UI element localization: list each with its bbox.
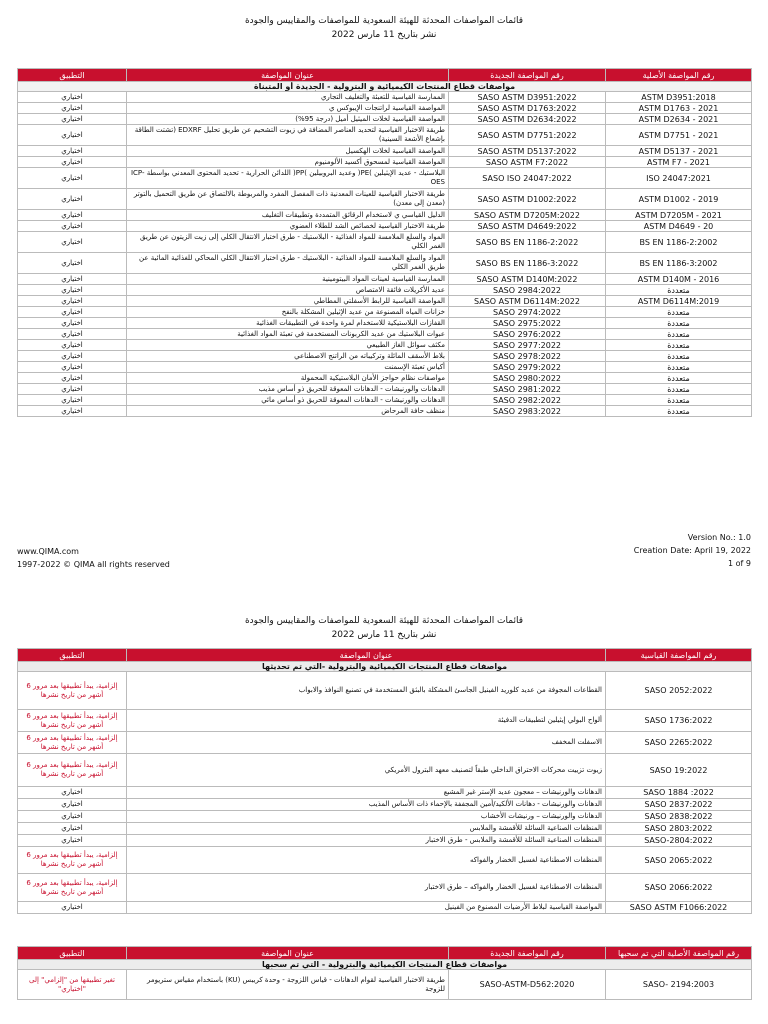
application-cell: اختياري <box>18 232 127 253</box>
application-cell: اختياري <box>18 823 127 835</box>
title-cell: المواصفة القياسية لخلات الهكسيل <box>127 146 449 157</box>
application-cell: اختياري <box>18 835 127 847</box>
standard-number-cell: SASO 2838:2022 <box>606 811 752 823</box>
title-cell: المواصفة القياسية للرابط الأسفلتي المطاطي <box>127 296 449 307</box>
new-number-cell: SASO BS EN 1186-2:2022 <box>449 232 606 253</box>
new-number-cell: SASO 2974:2022 <box>449 307 606 318</box>
table-row <box>18 672 752 710</box>
page-subtitle: نشر بتاريخ 11 مارس 2022 <box>331 30 437 40</box>
table-row <box>18 92 752 103</box>
title-cell: عبوات البلاستيك من عديد الكربونات المستخدمة في تعبئة المواد الغذائية <box>127 329 449 340</box>
table-row <box>18 732 752 754</box>
application-cell: اختياري <box>18 168 127 189</box>
application-cell: اختياري <box>18 125 127 146</box>
page-subtitle-2: نشر بتاريخ 11 مارس 2022 <box>331 630 437 640</box>
application-cell: اختياري <box>18 103 127 114</box>
original-number-cell: متعددة <box>606 340 752 351</box>
standard-number-cell: SASO-2804:2022 <box>606 835 752 847</box>
table-row <box>18 274 752 285</box>
table-row <box>18 710 752 732</box>
table-row <box>18 835 752 847</box>
table-row <box>18 125 752 146</box>
new-number-cell: SASO BS EN 1186-3:2022 <box>449 253 606 274</box>
standard-number-cell: SASO ASTM F1066:2022 <box>606 902 752 914</box>
title-cell: مواصفات نظام حواجز الأمان البلاستيكية المحمولة <box>127 373 449 384</box>
application-cell: اختياري <box>18 799 127 811</box>
header-title: عنوان المواصفة <box>127 649 606 662</box>
title-cell: المنظفات الاصطناعية لغسيل الخضار والفواكه <box>127 847 606 874</box>
title-cell: المواد والسلع الملامسة للمواد الغذائية - البلاستيك - طرق اختبار الانتقال الكلي المحاكي للغذائية المائية عن طريق الغمر الكلي <box>127 253 449 274</box>
header-new-number: رقم المواصفة الجديدة <box>449 947 606 960</box>
footer-page-number: 1 of 9 <box>728 559 751 568</box>
title-cell: أكياس تعبئة الإسمنت <box>127 362 449 373</box>
original-number-cell: ASTM F7 - 2021 <box>606 157 752 168</box>
withdrawn-standards-table <box>17 946 752 1000</box>
standard-number-cell: SASO 2265:2022 <box>606 732 752 754</box>
title-cell: الدهانات والورنيشات - الدهانات المعوقة للحريق ذو أساس مائي <box>127 395 449 406</box>
original-number-cell: متعددة <box>606 362 752 373</box>
title-cell: الدليل القياسي ي لاستخدام الرقائق المتمددة وتطبيقات التغليف <box>127 210 449 221</box>
table-row <box>18 103 752 114</box>
title-cell: طريقة الاختبار القياسية لخصائص الشد للطلاء العضوي <box>127 221 449 232</box>
withdrawn-number-cell: SASO- 2194:2003 <box>606 970 752 1000</box>
table-row <box>18 253 752 274</box>
table-row <box>18 351 752 362</box>
application-cell: اختياري <box>18 146 127 157</box>
new-number-cell: SASO ASTM D7205M:2022 <box>449 210 606 221</box>
new-number-cell: SASO 2978:2022 <box>449 351 606 362</box>
section-title: مواصفات قطاع المنتجات الكيميائية والبترولية - التي تم سحبها <box>18 960 752 970</box>
table-row <box>18 384 752 395</box>
application-cell: اختياري <box>18 406 127 417</box>
section-title: مواصفات قطاع المنتجات الكيميائية والبترولية -التي تم تحديثها <box>18 662 752 672</box>
original-number-cell: ASTM D5137 - 2021 <box>606 146 752 157</box>
application-cell: اختياري <box>18 92 127 103</box>
title-cell: الدهانات والورنيشات - دهانات الألكيد/أمين المجففة بالإحماء ذات الأساس المذيب <box>127 799 606 811</box>
new-number-cell: SASO ASTM D6114M:2022 <box>449 296 606 307</box>
title-cell: الدهانات والورنيشات – معجون عديد الإستر غير المشبع <box>127 787 606 799</box>
new-number-cell: SASO-ASTM-D562:2020 <box>449 970 606 1000</box>
new-number-cell: SASO ASTM D4649:2022 <box>449 221 606 232</box>
application-cell: اختياري <box>18 253 127 274</box>
title-cell: زيوت تزييت محركات الاحتراق الداخلي طبقاً لتصنيف معهد البترول الأمريكي <box>127 754 606 787</box>
standard-number-cell: SASO 2803:2022 <box>606 823 752 835</box>
footer-website[interactable]: www.QIMA.com <box>17 547 79 556</box>
application-cell: اختياري <box>18 114 127 125</box>
title-cell: المنظفات الصناعية السائلة للأقمشة والملابس - طرق الاختبار <box>127 835 606 847</box>
new-number-cell: SASO ASTM F7:2022 <box>449 157 606 168</box>
original-number-cell: ASTM D140M - 2016 <box>606 274 752 285</box>
table-row <box>18 307 752 318</box>
table-row <box>18 362 752 373</box>
header-new-number: رقم المواصفة الجديدة <box>449 69 606 82</box>
application-cell: اختياري <box>18 157 127 168</box>
new-number-cell: SASO 2982:2022 <box>449 395 606 406</box>
title-cell: القطاعات المجوفة من عديد كلوريد الفينيل الجاسئ المشكلة بالبثق المستخدمة في تصنيع النوافذ والابواب <box>127 672 606 710</box>
application-cell: اختياري <box>18 340 127 351</box>
application-cell: اختياري <box>18 329 127 340</box>
new-number-cell: SASO 2976:2022 <box>449 329 606 340</box>
original-number-cell: متعددة <box>606 395 752 406</box>
new-number-cell: SASO ASTM D2634:2022 <box>449 114 606 125</box>
new-number-cell: SASO 2975:2022 <box>449 318 606 329</box>
table-row <box>18 157 752 168</box>
application-cell: اختياري <box>18 362 127 373</box>
new-number-cell: SASO 2979:2022 <box>449 362 606 373</box>
original-number-cell: ASTM D3951:2018 <box>606 92 752 103</box>
header-original-number: رقم المواصفة الأصلية <box>606 69 752 82</box>
table-row <box>18 406 752 417</box>
table-row <box>18 970 752 1000</box>
application-cell: اختياري <box>18 285 127 296</box>
application-cell: اختياري <box>18 384 127 395</box>
title-cell: الدهانات والورنيشات – ورنيشات الأخشاب <box>127 811 606 823</box>
table-row <box>18 373 752 384</box>
title-cell: القفازات البلاستيكية للاستخدام لمرة واحدة في التطبيقات الغذائية <box>127 318 449 329</box>
updated-standards-table <box>17 648 752 914</box>
application-cell: اختياري <box>18 787 127 799</box>
table-row <box>18 395 752 406</box>
title-cell: عديد الأكريلات فائقة الامتصاص <box>127 285 449 296</box>
original-number-cell: متعددة <box>606 318 752 329</box>
application-cell: اختياري <box>18 811 127 823</box>
header-application: التطبيق <box>18 947 127 960</box>
standard-number-cell: SASO 2052:2022 <box>606 672 752 710</box>
new-number-cell: SASO 2984:2022 <box>449 285 606 296</box>
standard-number-cell: SASO 2066:2022 <box>606 874 752 902</box>
table-row <box>18 296 752 307</box>
footer-copyright: 1997-2022 © QIMA all rights reserved <box>17 560 170 569</box>
original-number-cell: ASTM D1763 - 2021 <box>606 103 752 114</box>
table-row <box>18 340 752 351</box>
title-cell: المنظفات الصناعية السائلة للأقمشة والملابس <box>127 823 606 835</box>
title-cell: طريقة الاختبار القياسية للعينات المعدنية ذات المفصل المفرد والمربوطة بالالتصاق عن طريق التحميل بالتوتر (معدن إلى معدن) <box>127 189 449 210</box>
application-cell: اختياري <box>18 189 127 210</box>
title-cell: خزانات المياه المصنوعة من عديد الإثيلين المشكلة بالنفخ <box>127 307 449 318</box>
title-cell: بلاط الأسقف المائلة وتركيباته من الراتنج الاصطناعي <box>127 351 449 362</box>
title-cell: المنظفات الاصطناعية لغسيل الخضار والفواكه – طرق الاختبار <box>127 874 606 902</box>
page-title: قائمات المواصفات المحدثة للهيئة السعودية للمواصفات والمقاييس والجودة <box>244 16 524 26</box>
title-cell: الاسفلت المخفف <box>127 732 606 754</box>
new-number-cell: SASO 2983:2022 <box>449 406 606 417</box>
new-number-cell: SASO ASTM D1763:2022 <box>449 103 606 114</box>
title-cell: المواصفة القياسية لخلات الميثيل أميل (درجة 95%) <box>127 114 449 125</box>
header-application: التطبيق <box>18 69 127 82</box>
table-row <box>18 811 752 823</box>
original-number-cell: متعددة <box>606 406 752 417</box>
table-row <box>18 114 752 125</box>
application-cell: اختياري <box>18 318 127 329</box>
new-number-cell: SASO ASTM D7751:2022 <box>449 125 606 146</box>
title-cell: مكثف سوائل الغاز الطبيعي <box>127 340 449 351</box>
standard-number-cell: SASO 1736:2022 <box>606 710 752 732</box>
new-number-cell: SASO 2981:2022 <box>449 384 606 395</box>
original-number-cell: BS EN 1186-2:2002 <box>606 232 752 253</box>
application-cell: إلزامية، يبدأ تطبيقها بعد مرور 6 أشهر من تاريخ نشرها <box>18 732 127 754</box>
original-number-cell: متعددة <box>606 373 752 384</box>
new-number-cell: SASO 2977:2022 <box>449 340 606 351</box>
title-cell: الدهانات والورنيشات - الدهانات المعوقة للحريق ذو أساس مذيب <box>127 384 449 395</box>
table-row <box>18 799 752 811</box>
original-number-cell: BS EN 1186-3:2002 <box>606 253 752 274</box>
table-row <box>18 874 752 902</box>
title-cell: المواصفة القياسية لبلاط الأرضيات المصنوع من الفينيل <box>127 902 606 914</box>
original-number-cell: متعددة <box>606 307 752 318</box>
application-cell: إلزامية، يبدأ تطبيقها بعد مرور 6 أشهر من تاريخ نشرها <box>18 672 127 710</box>
header-withdrawn-number: رقم المواصفة الأصلية التي تم سحبها <box>606 947 752 960</box>
application-cell: اختياري <box>18 274 127 285</box>
title-cell: الممارسة القياسية لعينات المواد البيتومينية <box>127 274 449 285</box>
original-number-cell: ASTM D7751 - 2021 <box>606 125 752 146</box>
application-cell: اختياري <box>18 902 127 914</box>
title-cell: المواد والسلع الملامسة للمواد الغذائية - البلاستيك - طرق اختبار الانتقال الكلي إلى زيت الزيتون عن طريق الغمر الكلي <box>127 232 449 253</box>
title-cell: طريقة الاختبار القياسية لتحديد العناصر المضافة في زيوت التشحيم عن طريق تحليل EDXRF (تشتت الطاقة بإشعاع الأشعة السينية) <box>127 125 449 146</box>
new-number-cell: SASO ASTM D3951:2022 <box>449 92 606 103</box>
original-number-cell: ASTM D7205M - 2021 <box>606 210 752 221</box>
new-number-cell: SASO 2980:2022 <box>449 373 606 384</box>
standard-number-cell: SASO 19:2022 <box>606 754 752 787</box>
title-cell: منظف حافة المرحاض <box>127 406 449 417</box>
standard-number-cell: SASO 2065:2022 <box>606 847 752 874</box>
new-number-cell: SASO ISO 24047:2022 <box>449 168 606 189</box>
application-cell: إلزامية، يبدأ تطبيقها بعد مرور 6 أشهر من تاريخ نشرها <box>18 710 127 732</box>
footer-version: Version No.: 1.0 <box>687 533 751 542</box>
table-row <box>18 168 752 189</box>
original-number-cell: ASTM D4649 - 20 <box>606 221 752 232</box>
title-cell: المواصفة القياسية لمسحوق أكسيد الألومنيوم <box>127 157 449 168</box>
original-number-cell: ASTM D2634 - 2021 <box>606 114 752 125</box>
header-application: التطبيق <box>18 649 127 662</box>
header-title: عنوان المواصفة <box>127 69 449 82</box>
original-number-cell: ASTM D1002 - 2019 <box>606 189 752 210</box>
title-cell: طريقة الاختبار القياسية لقوام الدهانات - قياس اللزوجة - وحدة كريبس (KU) باستخدام مقياس ستريومر للزوجة <box>127 970 449 1000</box>
new-standards-table <box>17 68 752 417</box>
new-number-cell: SASO ASTM D140M:2022 <box>449 274 606 285</box>
page-title-2: قائمات المواصفات المحدثة للهيئة السعودية للمواصفات والمقاييس والجودة <box>244 616 524 626</box>
table-row <box>18 823 752 835</box>
standard-number-cell: SASO 1884 :2022 <box>606 787 752 799</box>
title-cell: البلاستيك - عديد الإيثيلين )PE( وعديد البروبيلين )PP( اللدائن الحرارية - تحديد المحتوى المعدني بواسطة ICP-OES <box>127 168 449 189</box>
application-cell: إلزامية، يبدأ تطبيقها بعد مرور 6 أشهر من تاريخ نشرها <box>18 874 127 902</box>
application-cell: اختياري <box>18 221 127 232</box>
application-cell: اختياري <box>18 351 127 362</box>
original-number-cell: متعددة <box>606 351 752 362</box>
table-row <box>18 847 752 874</box>
application-cell: اختياري <box>18 395 127 406</box>
table-row <box>18 754 752 787</box>
title-cell: ألواح البولي إيثيلين لتطبيقات الدفيئة <box>127 710 606 732</box>
table-row <box>18 329 752 340</box>
table-row <box>18 902 752 914</box>
application-cell: إلزامية، يبدأ تطبيقها بعد مرور 6 أشهر من تاريخ نشرها <box>18 754 127 787</box>
table-row <box>18 232 752 253</box>
original-number-cell: ISO 24047:2021 <box>606 168 752 189</box>
original-number-cell: ASTM D6114M:2019 <box>606 296 752 307</box>
original-number-cell: متعددة <box>606 285 752 296</box>
header-standard-number: رقم المواصفة القياسية <box>606 649 752 662</box>
table-row <box>18 787 752 799</box>
table-row <box>18 221 752 232</box>
standard-number-cell: SASO 2837:2022 <box>606 799 752 811</box>
application-cell: اختياري <box>18 307 127 318</box>
table-row <box>18 318 752 329</box>
section-title: مواصفات قطاع المنتجات الكيميائية و البترولية - الجديدة أو المتبناة <box>18 82 752 92</box>
table-row <box>18 189 752 210</box>
table-row <box>18 285 752 296</box>
original-number-cell: متعددة <box>606 384 752 395</box>
new-number-cell: SASO ASTM D1002:2022 <box>449 189 606 210</box>
table-row <box>18 146 752 157</box>
title-cell: المواصفة القياسية لراتنجات الإيبوكس ي <box>127 103 449 114</box>
title-cell: الممارسة القياسية للتعبئة والتغليف التجاري <box>127 92 449 103</box>
application-cell: اختياري <box>18 296 127 307</box>
footer-creation-date: Creation Date: April 19, 2022 <box>633 546 751 555</box>
new-number-cell: SASO ASTM D5137:2022 <box>449 146 606 157</box>
header-title: عنوان المواصفة <box>127 947 449 960</box>
original-number-cell: متعددة <box>606 329 752 340</box>
application-cell: تغير تطبيقها من "إلزامي" إلى "اختياري" <box>18 970 127 1000</box>
application-cell: اختياري <box>18 373 127 384</box>
application-cell: إلزامية، يبدأ تطبيقها بعد مرور 6 أشهر من تاريخ نشرها <box>18 847 127 874</box>
application-cell: اختياري <box>18 210 127 221</box>
table-row <box>18 210 752 221</box>
